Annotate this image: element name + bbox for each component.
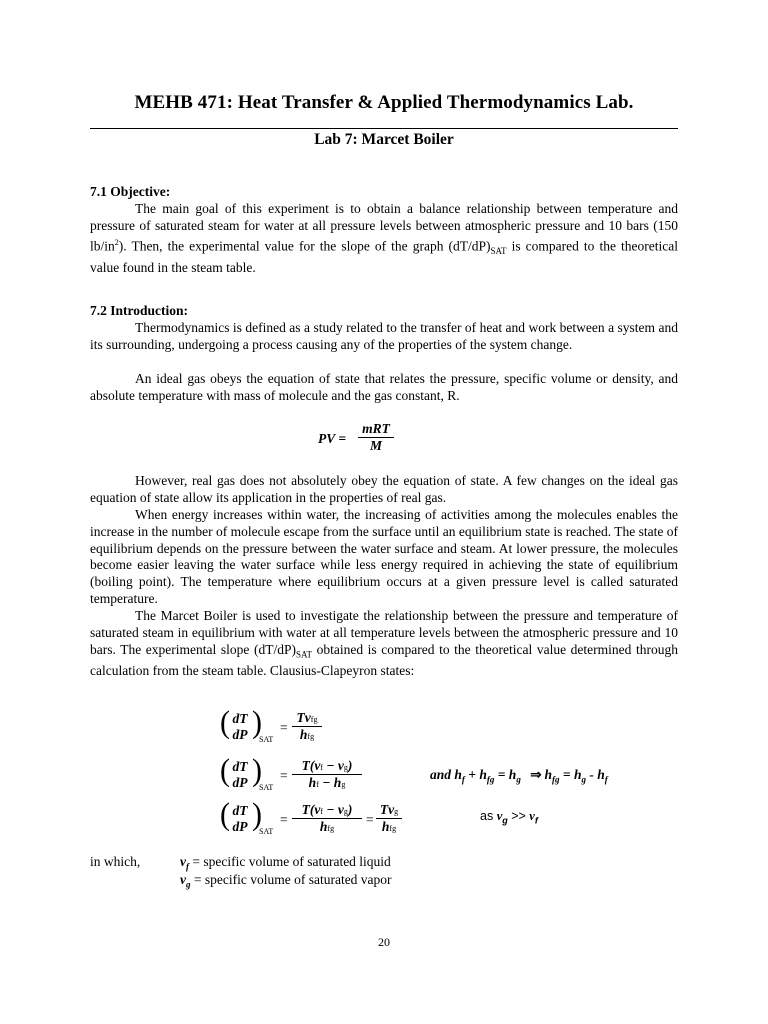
- approximation-note: as $v_g >> v_f$: [480, 809, 538, 826]
- ideal-gas-lhs: PV =: [318, 431, 347, 446]
- document-title: MEHB 471: Heat Transfer & Applied Thermodynamics Lab.: [134, 92, 634, 113]
- intro-paragraph-1: Thermodynamics is defined as a study related to the transfer of heat and work between a system and its surrounding, undergoing a process causing any of the properties of the system change.: [90, 320, 678, 352]
- intro-paragraph-5: The Marcet Boiler is used to investigate the relationship between the pressure and temperature of saturated steam in equilibrium with water at all temperature levels between the atmospheric pressure and 10 bars. The experimental slope $(dT/dP)_{SAT}$ obtained is compared to the theoretical value determined through calculation from the steam table. Clausius-Clapeyron states:: [90, 608, 678, 679]
- document-page: MEHB 471: Heat Transfer & Applied Thermodynamics Lab. Lab 7: Marcet Boiler 7.1 Objective: The main goal of this experiment is to obtain a balance relationship between temperature and pressure of saturated steam for water at all pressure levels between atmospheric pressure and 10 bars (150 $lb/in^2$). Then, the experimental value for the slope of the graph $(dT/dP)_{SAT}$ is compared to the theoretical value found in the steam table. 7.2 Introduction: Thermodynamics is defined as a study related to the transfer of heat and work between a system and its surrounding, undergoing a process causing any of the properties of the system change. An ideal gas obeys the equation of state that relates the pressure, specific volume or density, and absolute temperature with mass of molecule and the gas constant, R. PV = mRT M However, real gas does not absolutely obey the equation of state. A few changes on the ideal gas equation of state allow its application in the properties of real gas. When energy increases within water, the increasing of activities among the molecules enables the increase in the number of molecule escape from the surface until an equilibrium state is reached. The state of equilibrium depends on the pressure between the water surface and steam. At lower pressure, the molecules become easier leaving the water surface while less energy required in achieving the state of equilibrium (boiling point). The temperature where equilibrium occurs at a given pressure level is called saturated temperature. The Marcet Boiler is used to investigate the relationship between the pressure and temperature of saturated steam in equilibrium with water at all temperature levels between the atmospheric pressure and 10 bars. The experimental slope $(dT/dP)_{SAT}$ obtained is compared to the theoretical value determined through calculation from the steam table. Clausius-Clapeyron states: ( dT dP ) SAT = Tvfg hfg ( dT dP ) SAT = $\frac{T(vf - vg)}{hf - hg}$ and $h_f + h_{fg} = h_g$ ⇒ $h_{fg} = h_g - h_f$ ( dT dP ) SAT = T(vf − vg) hfg = Tvg hfg as $v_g >> v_f$ in which, $v_f$ = specific volume of saturated liquid $v_g$ = specific volume of saturated vapor 20: [0, 0, 768, 1024]
- introduction-heading: 7.2 Introduction:: [90, 303, 189, 318]
- lab-title: Lab 7: Marcet Boiler: [314, 131, 454, 148]
- intro-paragraph-2: An ideal gas obeys the equation of state that relates the pressure, specific volume or density, and absolute temperature with mass of molecule and the gas constant, R.: [90, 371, 678, 403]
- definitions-lead: in which,: [90, 854, 141, 869]
- title-divider: [90, 128, 678, 129]
- page-number: 20: [378, 935, 390, 949]
- definition-vg: $v_g$ = specific volume of saturated vapor: [180, 872, 392, 890]
- ideal-gas-fraction: mRT M: [358, 421, 394, 454]
- intro-paragraph-3: However, real gas does not absolutely obey the equation of state. A few changes on the ideal gas equation of state allow its application in the properties of real gas.: [90, 473, 678, 505]
- enthalpy-relation: and $h_f + h_{fg} = h_g$ ⇒ $h_{fg} = h_g - h_f$: [430, 767, 608, 785]
- objective-heading: 7.1 Objective:: [90, 184, 171, 199]
- intro-paragraph-4: When energy increases within water, the increasing of activities among the molecules enables the increase in the number of molecule escape from the surface until an equilibrium state is reached. The state of equilibrium depends on the pressure between the water surface and steam. At lower pressure, the molecules become easier leaving the water surface while less energy required in achieving the state of equilibrium (boiling point). The temperature where equilibrium occurs at a given pressure level is called saturated temperature.: [90, 507, 678, 606]
- objective-paragraph: The main goal of this experiment is to obtain a balance relationship between temperature and pressure of saturated steam for water at all pressure levels between atmospheric pressure and 10 bars (150 $lb/in^2$). Then, the experimental value for the slope of the graph $(dT/dP)_{SAT}$ is compared to the theoretical value found in the steam table.: [90, 201, 678, 275]
- definition-vf: $v_f$ = specific volume of saturated liquid: [180, 854, 391, 872]
